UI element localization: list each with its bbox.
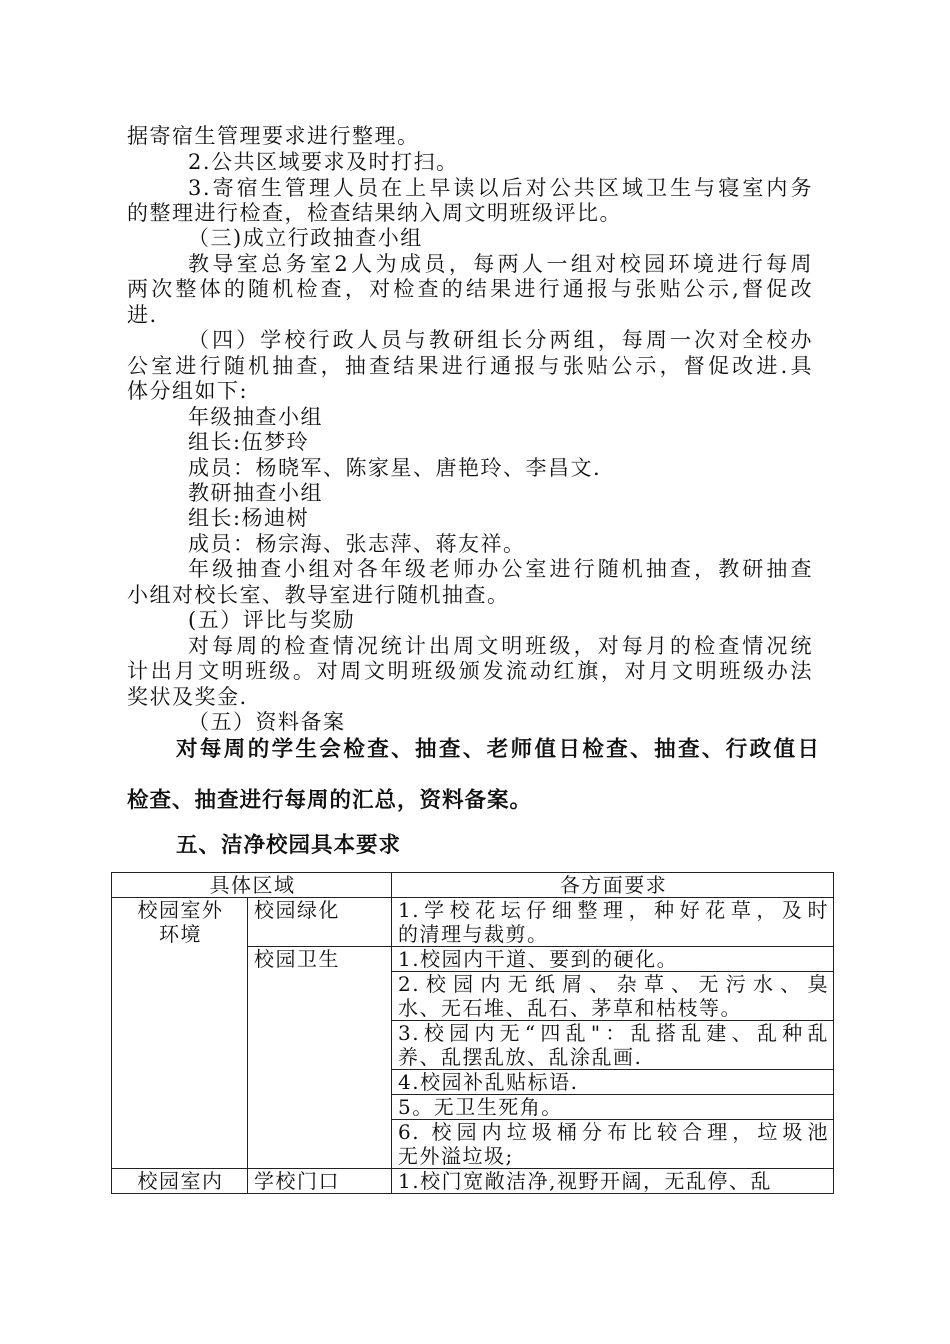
area-outdoor — [112, 898, 248, 1169]
paragraph-line: 3.寄宿生管理人员在上早读以后对公共区域卫生与寝室内务 — [188, 176, 813, 200]
section-heading: (五）评比与奖励 — [188, 608, 356, 632]
group-members: 成员：杨宗海、张志萍、蒋友祥。 — [188, 532, 526, 556]
paragraph-line: 教导室总务室2人为成员，每两人一组对校园环境进行每周 — [188, 252, 813, 276]
area-indoor: 校园室内 — [112, 1169, 248, 1194]
paragraph-line: 2.公共区域要求及时打扫。 — [188, 150, 459, 174]
table-header-row — [112, 873, 834, 898]
bold-paragraph-line: 对每周的学生会检查、抽查、老师值日检查、抽查、行政值日 — [176, 737, 820, 762]
subarea-hygiene: 校园卫生 — [248, 947, 392, 1169]
group-members: 成员：杨晓军、陈家星、唐艳玲、李昌文. — [188, 456, 602, 480]
area-outdoor-line: 校园室外 — [137, 898, 224, 922]
requirement-line: 4.校园补乱贴标语. — [398, 1070, 579, 1094]
paragraph-line: 计出月文明班级。对周文明班级颁发流动红旗，对月文明班级办法 — [127, 659, 813, 683]
requirement-cell — [392, 898, 834, 947]
group-title: 年级抽查小组 — [188, 405, 323, 429]
requirement-cell — [392, 1120, 834, 1169]
paragraph-line: 两次整体的随机检查，对检查的结果进行通报与张贴公示,督促改 — [127, 277, 813, 301]
paragraph-line: 进. — [127, 303, 158, 327]
paragraph-line: 据寄宿生管理要求进行整理。 — [127, 124, 420, 148]
section-title: 五、洁净校园具本要求 — [176, 833, 402, 858]
requirement-line: 5。无卫生死角。 — [398, 1095, 563, 1119]
requirement-cell — [392, 972, 834, 1021]
paragraph-line: 公室进行随机抽查，抽查结果进行通报与张贴公示，督促改进.具 — [127, 354, 813, 378]
group-title: 教研抽查小组 — [188, 481, 323, 505]
requirement-line: 养、乱摆乱放、乱涂乱画. — [398, 1045, 643, 1069]
paragraph-line: 小组对校长室、教导室进行随机抽查。 — [127, 583, 510, 607]
subarea-greening: 校园绿化 — [248, 898, 392, 947]
paragraph-line: 对每周的检查情况统计出周文明班级，对每月的检查情况统 — [188, 634, 813, 658]
requirement-line: 2.校园内无纸屑、杂草、无污水、臭 — [398, 972, 829, 996]
requirement-line: 水、无石堆、乱石、茅草和枯枝等。 — [398, 996, 742, 1020]
requirement-cell — [392, 1169, 834, 1194]
requirement-line: 1.校园内干道、要到的硬化。 — [398, 947, 679, 971]
bold-paragraph-line: 检查、抽查进行每周的汇总，资料备案。 — [127, 788, 533, 813]
header-requirements: 各方面要求 — [392, 873, 834, 898]
requirement-line: 6. 校园内垃圾桶分布比较合理，垃圾池 — [398, 1120, 829, 1144]
section-heading: （三)成立行政抽查小组 — [188, 226, 423, 250]
requirement-line: 的清理与裁剪。 — [398, 922, 549, 946]
requirement-line: 1.学校花坛仔细整理，种好花草，及时 — [398, 898, 829, 922]
requirement-line: 3.校园内无“四乱"：乱搭乱建、乱种乱 — [398, 1021, 829, 1045]
requirement-cell — [392, 947, 834, 972]
paragraph-line: 年级抽查小组对各年级老师办公室进行随机抽查，教研抽查 — [188, 557, 813, 581]
subarea-gate: 学校门口 — [248, 1169, 392, 1194]
paragraph-line: 体分组如下: — [127, 379, 249, 403]
area-outdoor-line: 环境 — [159, 922, 202, 946]
paragraph-line: 奖状及奖金. — [127, 685, 248, 709]
group-leader: 组长:伍梦玲 — [188, 430, 310, 454]
paragraph-line: （四）学校行政人员与教研组长分两组，每周一次对全校办 — [188, 328, 813, 352]
paragraph-line: 的整理进行检查，检查结果纳入周文明班级评比。 — [127, 201, 622, 225]
requirements-table — [111, 872, 834, 1194]
requirement-line: 无外溢垃圾; — [398, 1144, 514, 1168]
requirement-cell — [392, 1070, 834, 1095]
header-area: 具体区域 — [112, 873, 392, 898]
table-row — [112, 898, 834, 947]
requirement-cell — [392, 1021, 834, 1070]
group-leader: 组长:杨迪树 — [188, 506, 310, 530]
table-row — [112, 1169, 834, 1194]
section-heading: （五）资料备案 — [188, 710, 346, 734]
requirement-cell — [392, 1095, 834, 1120]
requirement-line: 1.校门宽敞洁净,视野开阔，无乱停、乱 — [398, 1169, 772, 1193]
